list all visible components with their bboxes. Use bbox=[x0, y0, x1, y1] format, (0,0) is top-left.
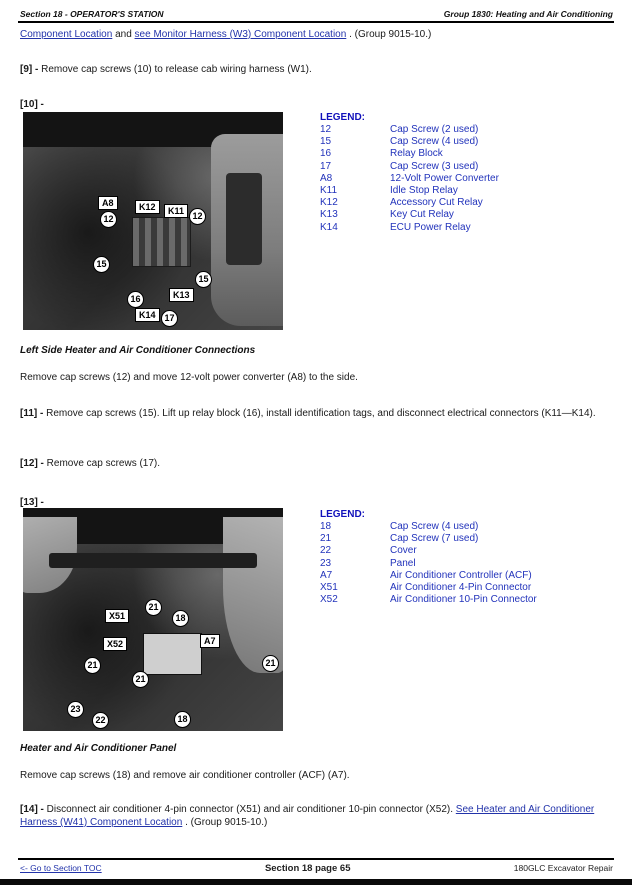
legend-key: X51 bbox=[320, 582, 338, 594]
legend-key: 16 bbox=[320, 148, 332, 160]
step-10-number: [10] - bbox=[20, 99, 44, 110]
legend-row bbox=[320, 161, 499, 173]
legend-row bbox=[320, 545, 537, 557]
callout-k12: K12 bbox=[135, 200, 160, 214]
cab-rail-region bbox=[49, 553, 257, 569]
legend-key: 12 bbox=[320, 124, 332, 135]
callout-k13: K13 bbox=[169, 288, 194, 302]
step-9-number: [9] - bbox=[20, 64, 42, 75]
legend-desc: Cap Screw (2 used) bbox=[390, 124, 479, 135]
footer-page-number: Section 18 page 65 bbox=[264, 863, 351, 874]
figure-2-caption: Heater and Air Conditioner Panel bbox=[20, 743, 177, 754]
legend-key: 21 bbox=[320, 533, 332, 545]
page-footer bbox=[20, 863, 613, 874]
step-12 bbox=[20, 457, 612, 470]
monitor-harness-link[interactable]: see Monitor Harness (W3) Component Location bbox=[134, 29, 347, 40]
callout-k11: K11 bbox=[164, 204, 188, 218]
callout-23: 23 bbox=[67, 701, 84, 718]
intro-paragraph bbox=[20, 28, 612, 41]
callout-17: 17 bbox=[161, 310, 178, 327]
callout-22: 22 bbox=[92, 712, 109, 729]
callout-21: 21 bbox=[145, 599, 162, 616]
legend-key: X52 bbox=[320, 594, 338, 606]
callout-x51: X51 bbox=[105, 609, 129, 623]
legend-row bbox=[320, 173, 499, 185]
legend-row bbox=[320, 124, 499, 136]
heater-harness-link[interactable]: See Heater and Air Conditioner Harness (W41) Component Location bbox=[20, 804, 595, 828]
go-to-section-toc-link[interactable]: <- Go to Section TOC bbox=[20, 863, 102, 873]
page-bottom-bar bbox=[0, 879, 632, 885]
legend-title: LEGEND: bbox=[320, 509, 365, 520]
step-12-number: [12] - bbox=[20, 458, 47, 469]
legend-key: 23 bbox=[320, 557, 332, 569]
legend-desc: Relay Block bbox=[390, 148, 443, 160]
legend-key: K14 bbox=[320, 221, 338, 233]
legend-key: K13 bbox=[320, 209, 338, 221]
step-12-text: Remove cap screws (17). bbox=[46, 458, 161, 469]
legend-row bbox=[320, 197, 499, 209]
callout-18b: 18 bbox=[174, 711, 191, 728]
legend-desc: ECU Power Relay bbox=[390, 221, 471, 233]
step-9 bbox=[20, 63, 612, 76]
legend-row bbox=[320, 148, 499, 160]
callout-k14: K14 bbox=[135, 308, 160, 322]
legend-key: 18 bbox=[320, 521, 332, 532]
paragraph-controller: Remove cap screws (18) and remove air conditioner controller (ACF) (A7). bbox=[20, 770, 350, 781]
figure-1-photo bbox=[23, 112, 283, 330]
legend-row bbox=[320, 185, 499, 197]
legend-desc: Panel bbox=[390, 557, 416, 569]
figure-1-caption: Left Side Heater and Air Conditioner Connections bbox=[20, 345, 256, 356]
legend-key: A7 bbox=[320, 569, 333, 581]
callout-15b: 15 bbox=[195, 271, 212, 288]
legend-desc: Idle Stop Relay bbox=[390, 185, 458, 197]
callout-16: 16 bbox=[127, 291, 144, 308]
callout-12: 12 bbox=[100, 211, 117, 228]
legend-key: 15 bbox=[320, 136, 332, 148]
step-14-number: [14] - bbox=[20, 804, 47, 815]
header-section-title: Section 18 - OPERATOR'S STATION bbox=[20, 9, 164, 19]
legend-row bbox=[320, 558, 537, 570]
step-10 bbox=[20, 98, 44, 111]
legend-desc: Accessory Cut Relay bbox=[390, 197, 483, 209]
callout-21b: 21 bbox=[84, 657, 101, 674]
component-location-link[interactable]: Component Location bbox=[20, 29, 113, 40]
legend-row bbox=[320, 521, 537, 533]
legend-row bbox=[320, 533, 537, 545]
legend-desc: Air Conditioner Controller (ACF) bbox=[390, 569, 532, 581]
legend-desc: Air Conditioner 4-Pin Connector bbox=[390, 582, 532, 594]
intro-tail-text: . (Group 9015-10.) bbox=[346, 29, 432, 40]
header-rule bbox=[18, 21, 614, 23]
right-trim-region bbox=[223, 517, 283, 673]
step-11-text: Remove cap screws (15). Lift up relay block (16), install identification tags, and disconnect electrical connectors (K11—K14). bbox=[46, 408, 596, 419]
callout-21d: 21 bbox=[132, 671, 149, 688]
legend-desc: Air Conditioner 10-Pin Connector bbox=[390, 594, 537, 606]
callout-a7: A7 bbox=[200, 634, 220, 648]
step-14-text: Disconnect air conditioner 4-pin connector (X51) and air conditioner 10-pin connector (X52). bbox=[46, 804, 456, 815]
legend-desc: Cap Screw (7 used) bbox=[390, 533, 479, 545]
step-9-text: Remove cap screws (10) to release cab wiring harness (W1). bbox=[41, 64, 312, 75]
figure-2-photo bbox=[23, 508, 283, 731]
intro-mid-text: and bbox=[112, 29, 135, 40]
legend-desc: Cap Screw (4 used) bbox=[390, 136, 479, 148]
footer-manual-title: 180GLC Excavator Repair bbox=[513, 863, 613, 873]
step-11-number: [11] - bbox=[20, 408, 47, 419]
callout-18: 18 bbox=[172, 610, 189, 627]
step-11 bbox=[20, 407, 598, 420]
figure-2-legend bbox=[320, 508, 537, 606]
relay-block-region bbox=[132, 217, 191, 267]
legend-desc: Cap Screw (4 used) bbox=[390, 521, 479, 532]
callout-12b: 12 bbox=[189, 208, 206, 225]
callout-21c: 21 bbox=[262, 655, 279, 672]
legend-desc: Key Cut Relay bbox=[390, 209, 454, 221]
header-group-title: Group 1830: Heating and Air Conditioning bbox=[443, 9, 613, 19]
legend-row bbox=[320, 136, 499, 148]
footer-rule bbox=[18, 858, 614, 860]
legend-key: K12 bbox=[320, 197, 338, 209]
figure-1-legend bbox=[320, 111, 499, 234]
legend-desc: Cover bbox=[390, 545, 417, 557]
step-13-number: [13] - bbox=[20, 497, 44, 508]
callout-a8: A8 bbox=[98, 196, 118, 210]
legend-row bbox=[320, 209, 499, 221]
ac-controller-region bbox=[143, 633, 202, 675]
page-header bbox=[20, 9, 613, 19]
legend-row bbox=[320, 594, 537, 606]
paragraph-converter: Remove cap screws (12) and move 12-volt power converter (A8) to the side. bbox=[20, 372, 358, 383]
legend-row bbox=[320, 570, 537, 582]
legend-key: A8 bbox=[320, 172, 333, 184]
legend-key: 22 bbox=[320, 545, 332, 557]
legend-key: K11 bbox=[320, 185, 338, 197]
legend-desc: 12-Volt Power Converter bbox=[390, 172, 499, 184]
step-14 bbox=[20, 803, 598, 829]
callout-15: 15 bbox=[93, 256, 110, 273]
step-14-tail: . (Group 9015-10.) bbox=[182, 817, 268, 828]
fuse-panel-region bbox=[226, 173, 262, 265]
legend-title: LEGEND: bbox=[320, 112, 365, 123]
legend-row bbox=[320, 582, 537, 594]
callout-x52: X52 bbox=[103, 637, 127, 651]
legend-desc: Cap Screw (3 used) bbox=[390, 160, 479, 172]
legend-row bbox=[320, 222, 499, 234]
legend-key: 17 bbox=[320, 160, 332, 172]
